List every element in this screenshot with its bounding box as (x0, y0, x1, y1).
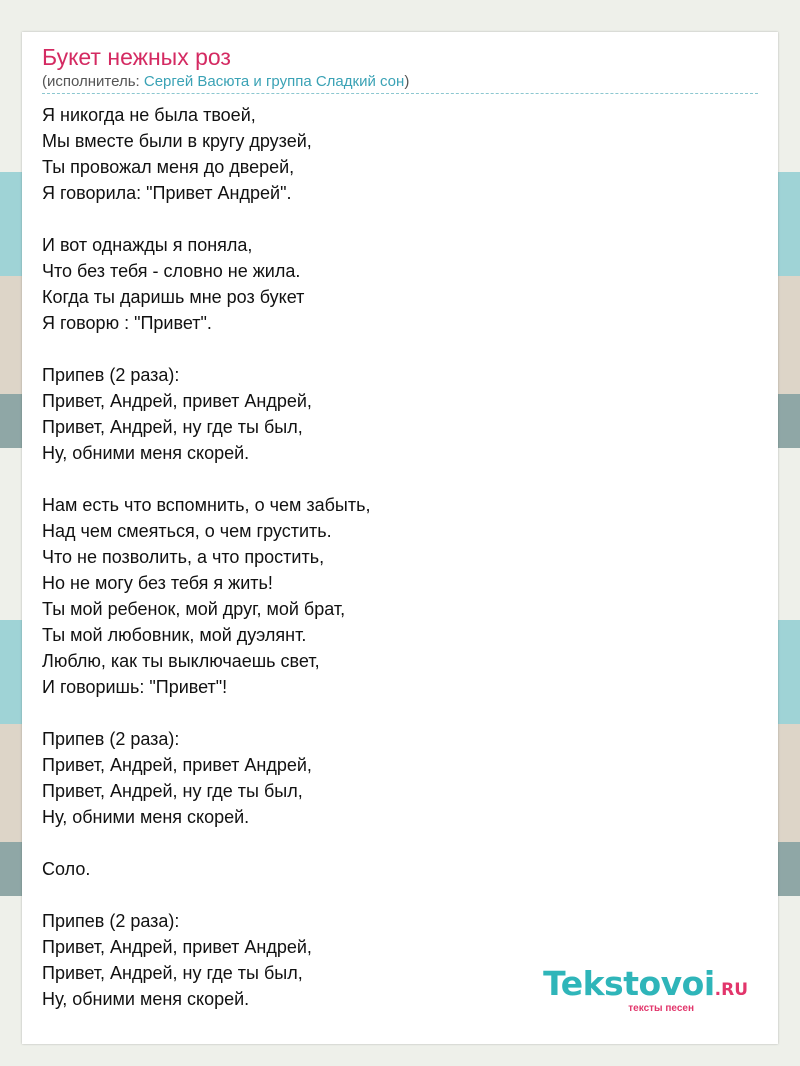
lyric-line: Привет, Андрей, привет Андрей, (42, 391, 312, 411)
song-title: Букет нежных роз (42, 44, 231, 70)
stanza-gap (42, 206, 742, 232)
stanza-gap (42, 466, 742, 492)
lyric-line: Мы вместе были в кругу друзей, (42, 131, 312, 151)
stanza-gap (42, 830, 742, 856)
logo-name: Tekstovoi (543, 964, 715, 1003)
lyric-line: Припев (2 раза): (42, 365, 180, 385)
lyric-line: Ну, обними меня скорей. (42, 989, 250, 1009)
lyric-line: Привет, Андрей, ну где ты был, (42, 963, 303, 983)
logo-tld: .RU (714, 980, 748, 1000)
lyric-line: Привет, Андрей, ну где ты был, (42, 417, 303, 437)
lyric-line: Привет, Андрей, привет Андрей, (42, 937, 312, 957)
title-divider (42, 93, 758, 94)
lyric-line: Нам есть что вспомнить, о чем забыть, (42, 495, 371, 515)
lyric-line: Ты мой любовник, мой дуэлянт. (42, 625, 307, 645)
artist-line (42, 73, 409, 90)
site-logo[interactable] (528, 964, 748, 1014)
lyric-line: Люблю, как ты выключаешь свет, (42, 651, 320, 671)
lyric-line: Ну, обними меня скорей. (42, 443, 250, 463)
logo-wordmark (528, 964, 748, 1007)
logo-tagline: тексты песен (628, 1003, 694, 1014)
lyric-line: И вот однажды я поняла, (42, 235, 253, 255)
lyric-line: Над чем смеяться, о чем грустить. (42, 521, 332, 541)
lyric-line: Что без тебя - словно не жила. (42, 261, 301, 281)
artist-link[interactable]: Сергей Васюта и группа Сладкий сон (143, 73, 405, 90)
lyric-line: И говоришь: "Привет"! (42, 677, 228, 697)
artist-prefix: (исполнитель: (42, 73, 144, 90)
lyric-line: Я никогда не была твоей, (42, 105, 256, 125)
lyrics-text (42, 102, 742, 1012)
stanza-gap (42, 882, 742, 908)
lyric-line: Но не могу без тебя я жить! (42, 573, 273, 593)
lyric-line: Что не позволить, а что простить, (42, 547, 325, 567)
lyric-line: Ну, обними меня скорей. (42, 807, 250, 827)
lyric-line: Когда ты даришь мне роз букет (42, 287, 305, 307)
lyric-line: Привет, Андрей, ну где ты был, (42, 781, 303, 801)
lyric-line: Я говорю : "Привет". (42, 313, 212, 333)
lyric-line: Привет, Андрей, привет Андрей, (42, 755, 312, 775)
lyrics-card (22, 32, 778, 1044)
stanza-gap (42, 700, 742, 726)
lyric-line: Ты мой ребенок, мой друг, мой брат, (42, 599, 346, 619)
lyric-line: Я говорила: "Привет Андрей". (42, 183, 292, 203)
lyric-line: Припев (2 раза): (42, 911, 180, 931)
stanza-gap (42, 336, 742, 362)
lyric-line: Припев (2 раза): (42, 729, 180, 749)
lyric-line: Соло. (42, 859, 91, 879)
artist-suffix: ) (404, 73, 410, 90)
lyric-line: Ты провожал меня до дверей, (42, 157, 295, 177)
